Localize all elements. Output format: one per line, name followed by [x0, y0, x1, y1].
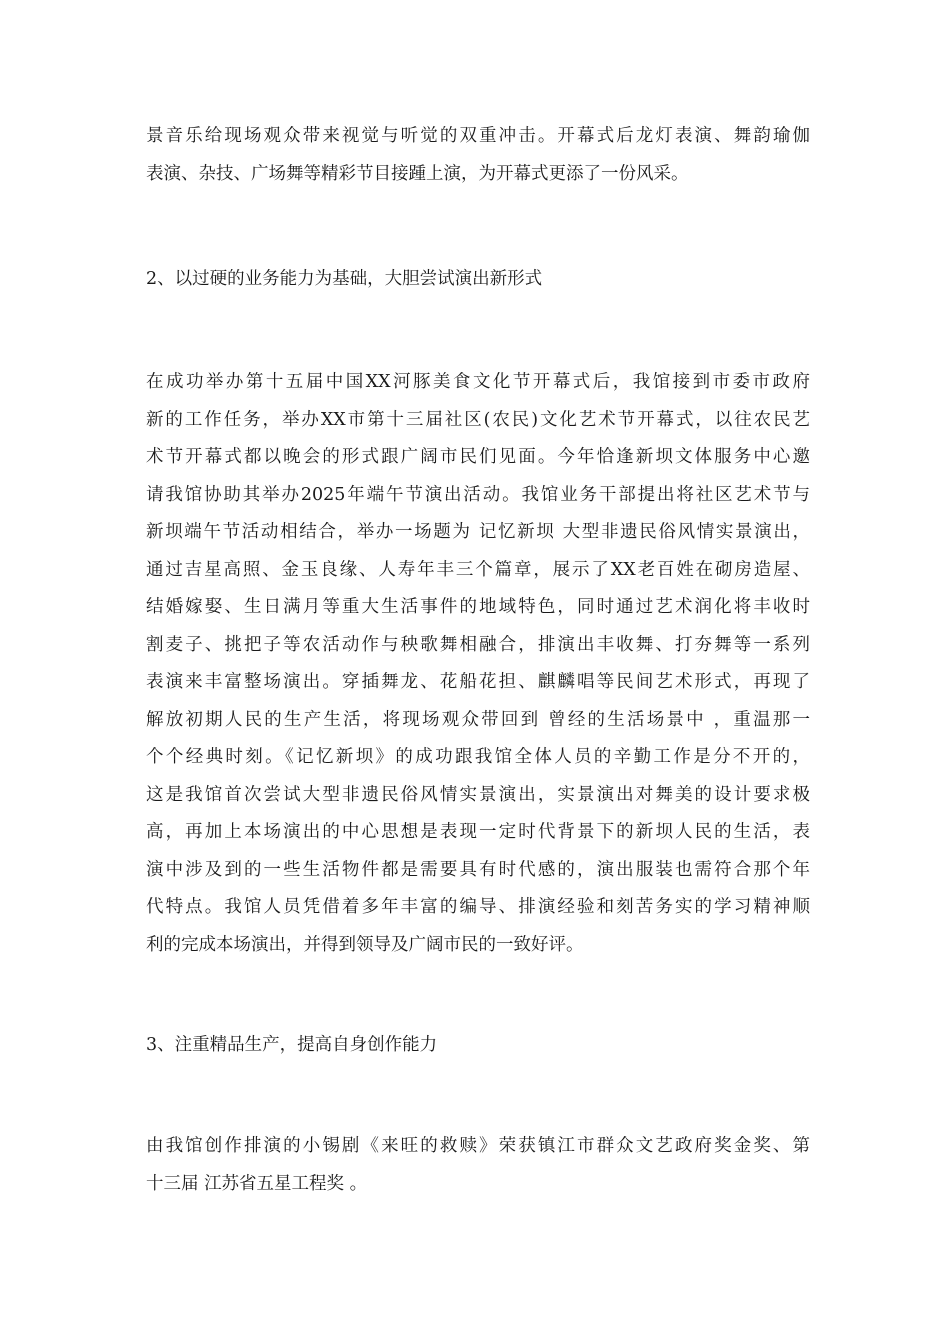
text-line: 新坝端午节活动相结合，举办一场题为 记忆新坝 大型非遗民俗风情实景演出，: [146, 522, 810, 542]
text-line: 新的工作任务，举办XX市第十三届社区(农民)文化艺术节开幕式，以往农民艺: [146, 409, 810, 430]
text-line: 十三届 江苏省五星工程奖 。: [146, 1173, 368, 1194]
text-line: 通过吉星高照、金玉良缘、人寿年丰三个篇章，展示了XX老百姓在砌房造屋、: [146, 559, 810, 580]
text-line: 割麦子、挑把子等农活动作与秧歌舞相融合，排演出丰收舞、打夯舞等一系列: [146, 634, 810, 655]
text-line: 景音乐给现场观众带来视觉与听觉的双重冲击。开幕式后龙灯表演、舞韵瑜伽: [146, 126, 810, 146]
text-line: 个个经典时刻。《记忆新坝》的成功跟我馆全体人员的辛勤工作是分不开的，: [146, 747, 810, 767]
text-line: 利的完成本场演出，并得到领导及广阔市民的一致好评。: [146, 934, 584, 955]
text-line: 由我馆创作排演的小锡剧《来旺的救赎》荣获镇江市群众文艺政府奖金奖、第: [146, 1136, 810, 1156]
paragraph-intro: [146, 118, 810, 193]
text-line: 演中涉及到的一些生活物件都是需要具有时代感的，演出服装也需符合那个年: [146, 859, 810, 880]
text-line: 表演来丰富整场演出。穿插舞龙、花船花担、麒麟唱等民间艺术形式，再现了: [146, 672, 810, 692]
text-line: 表演、杂技、广场舞等精彩节目接踵上演，为开幕式更添了一份风采。: [146, 163, 689, 184]
text-line: 解放初期人民的生产生活，将现场观众带回到 曾经的生活场景中 ，重温那一: [146, 709, 810, 730]
paragraph-3: [146, 1128, 810, 1203]
section-heading-2: 2、以过硬的业务能力为基础，大胆尝试演出新形式: [146, 269, 543, 289]
text-line: 术节开幕式都以晚会的形式跟广阔市民们见面。今年恰逢新坝文体服务中心邀: [146, 447, 810, 467]
section-heading-3: 3、注重精品生产，提高自身创作能力: [146, 1035, 438, 1055]
text-line: 结婚嫁娶、生日满月等重大生活事件的地域特色，同时通过艺术润化将丰收时: [146, 597, 810, 617]
text-line: 代特点。我馆人员凭借着多年丰富的编导、排演经验和刻苦务实的学习精神顺: [146, 897, 810, 917]
text-line: 在成功举办第十五届中国XX河豚美食文化节开幕式后，我馆接到市委市政府: [146, 372, 810, 392]
text-line: 这是我馆首次尝试大型非遗民俗风情实景演出，实景演出对舞美的设计要求极: [146, 784, 810, 805]
text-line: 请我馆协助其举办2025年端午节演出活动。我馆业务干部提出将社区艺术节与: [146, 484, 810, 505]
text-line: 高，再加上本场演出的中心思想是表现一定时代背景下的新坝人民的生活，表: [146, 822, 810, 842]
paragraph-2: [146, 364, 810, 964]
